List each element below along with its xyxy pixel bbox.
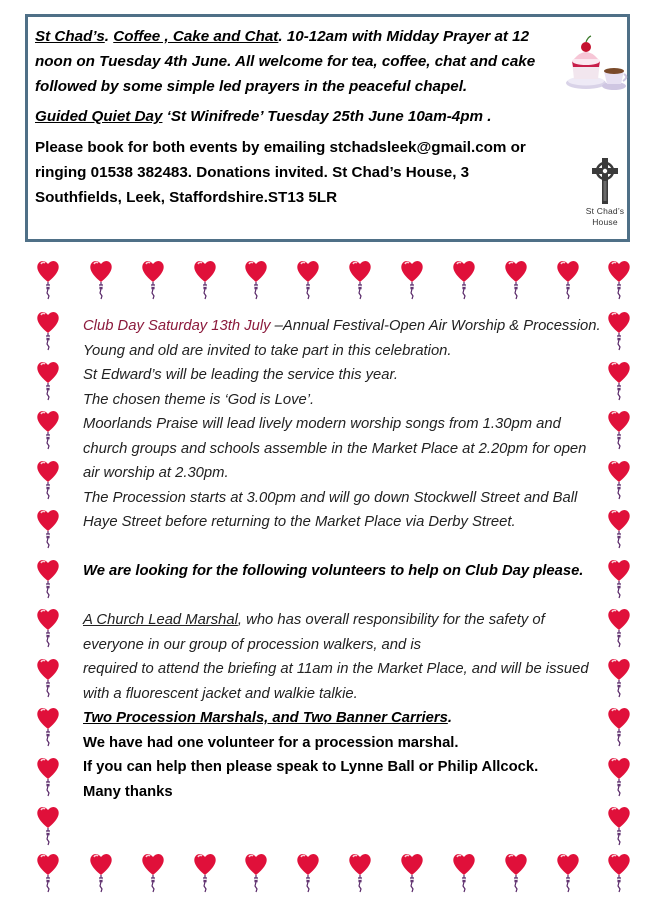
service-leader-line: St Edward’s will be leading the service this year.	[83, 367, 398, 383]
heart-balloon-top	[192, 258, 218, 300]
heart-balloon-right	[606, 755, 632, 797]
heart-balloon-right	[606, 705, 632, 747]
worship-schedule: Moorlands Praise will lead lively modern worship songs from 1.30pm and church groups and schools assemble in the Market Place at 2.20pm for open air worship at 2.30pm.	[83, 416, 587, 481]
volunteer-status-line: We have had one volunteer for a procession marshal.	[83, 734, 459, 751]
volunteers-heading: We are looking for the following volunteers to help on Club Day please.	[83, 563, 584, 579]
heart-balloon-bottom	[399, 851, 425, 893]
booking-paragraph: Please book for both events by emailing stchadsleek@gmail.com or ringing 01538 382483. Donations invited. St Chad’s House, 3 Southfields, Leek, Staffordshire.ST13 5LR	[35, 139, 526, 206]
logo-name-line1: St Chad’s	[585, 206, 625, 216]
logo-name-line2: House	[592, 217, 618, 227]
heart-balloon-right	[606, 656, 632, 698]
heart-balloon-bottom	[295, 851, 321, 893]
heart-balloon-left	[35, 507, 61, 549]
heart-balloon-top	[35, 258, 61, 300]
coffee-cake-details: . 10-12am with Midday Prayer at 12 noon on Tuesday 4th June. All welcome for tea, coffee, chat and cake followed by some simple led prayers in the peaceful chapel.	[35, 28, 536, 95]
marshals-and-banner-paragraph	[83, 706, 603, 731]
coffee-cake-paragraph	[35, 24, 550, 99]
heart-balloon-top	[399, 258, 425, 300]
heart-balloon-bottom	[503, 851, 529, 893]
heart-balloon-left	[35, 606, 61, 648]
heart-balloon-left	[35, 656, 61, 698]
heart-balloon-left	[35, 458, 61, 500]
heart-balloon-top	[140, 258, 166, 300]
contact-line: If you can help then please speak to Lynne Ball or Philip Allcock.	[83, 759, 539, 775]
event-notice-box	[25, 14, 630, 242]
heart-balloon-left	[35, 804, 61, 846]
club-day-description: –Annual Festival-Open Air Worship & Procession. Young and old are invited to take part in this celebration.	[83, 318, 601, 359]
procession-route: The Procession starts at 3.00pm and will go down Stockwell Street and Ball Haye Street before returning to the Market Place via Derby Street.	[83, 489, 578, 530]
heart-balloon-right	[606, 408, 632, 450]
marshals-and-banner-title: Two Procession Marshals, and Two Banner Carriers	[83, 710, 448, 726]
heart-balloon-top	[295, 258, 321, 300]
lead-marshal-requirements: required to attend the briefing at 11am in the Market Place, and will be issued with a fluorescent jacket and walkie talkie.	[83, 661, 589, 702]
heart-balloon-left	[35, 755, 61, 797]
heart-balloon-bottom	[243, 851, 269, 893]
club-day-notice	[83, 314, 603, 804]
heart-balloon-top	[555, 258, 581, 300]
heart-balloon-right	[606, 507, 632, 549]
heart-balloon-top	[606, 258, 632, 300]
lead-marshal-description: , who has overall responsibility for the safety of everyone in our group of procession walkers, and is	[83, 612, 545, 653]
heart-balloon-right	[606, 359, 632, 401]
heart-balloon-top	[88, 258, 114, 300]
club-day-title: Club Day Saturday 13th July	[83, 318, 271, 334]
separator: .	[104, 28, 114, 45]
heart-balloon-bottom	[35, 851, 61, 893]
heart-balloon-right	[606, 557, 632, 599]
lead-marshal-paragraph	[83, 608, 603, 657]
guided-quiet-day-title: Guided Quiet Day	[35, 108, 163, 125]
heart-balloon-top	[243, 258, 269, 300]
heart-balloon-top	[347, 258, 373, 300]
heart-balloon-bottom	[88, 851, 114, 893]
period: .	[447, 710, 452, 726]
heart-balloon-right	[606, 804, 632, 846]
heart-balloon-left	[35, 309, 61, 351]
heart-balloon-left	[35, 705, 61, 747]
heart-balloon-left	[35, 408, 61, 450]
coffee-cake-chat-title: Coffee , Cake and Chat	[113, 28, 279, 45]
heart-balloon-bottom	[140, 851, 166, 893]
club-day-intro	[83, 314, 603, 363]
heart-balloon-bottom	[451, 851, 477, 893]
celtic-cross-icon	[590, 157, 620, 205]
heart-balloon-bottom	[555, 851, 581, 893]
event-notice-text	[35, 24, 550, 210]
st-chads-title: St Chad’s	[35, 28, 105, 45]
heart-balloon-bottom	[192, 851, 218, 893]
quiet-day-paragraph	[35, 104, 550, 129]
heart-balloon-top	[503, 258, 529, 300]
lead-marshal-title: A Church Lead Marshal	[83, 612, 238, 628]
st-chads-house-logo	[576, 157, 634, 237]
heart-balloon-top	[451, 258, 477, 300]
thanks-line: Many thanks	[83, 783, 173, 800]
heart-balloon-left	[35, 557, 61, 599]
quiet-day-details: ‘St Winifrede’ Tuesday 25th June 10am-4pm .	[162, 108, 492, 125]
theme-line: The chosen theme is ‘God is Love’.	[83, 391, 315, 408]
heart-balloon-right	[606, 309, 632, 351]
heart-balloon-bottom	[347, 851, 373, 893]
cake-and-tea-illustration	[564, 31, 628, 93]
heart-balloon-left	[35, 359, 61, 401]
heart-balloon-right	[606, 606, 632, 648]
heart-balloon-right	[606, 458, 632, 500]
heart-balloon-bottom	[606, 851, 632, 893]
